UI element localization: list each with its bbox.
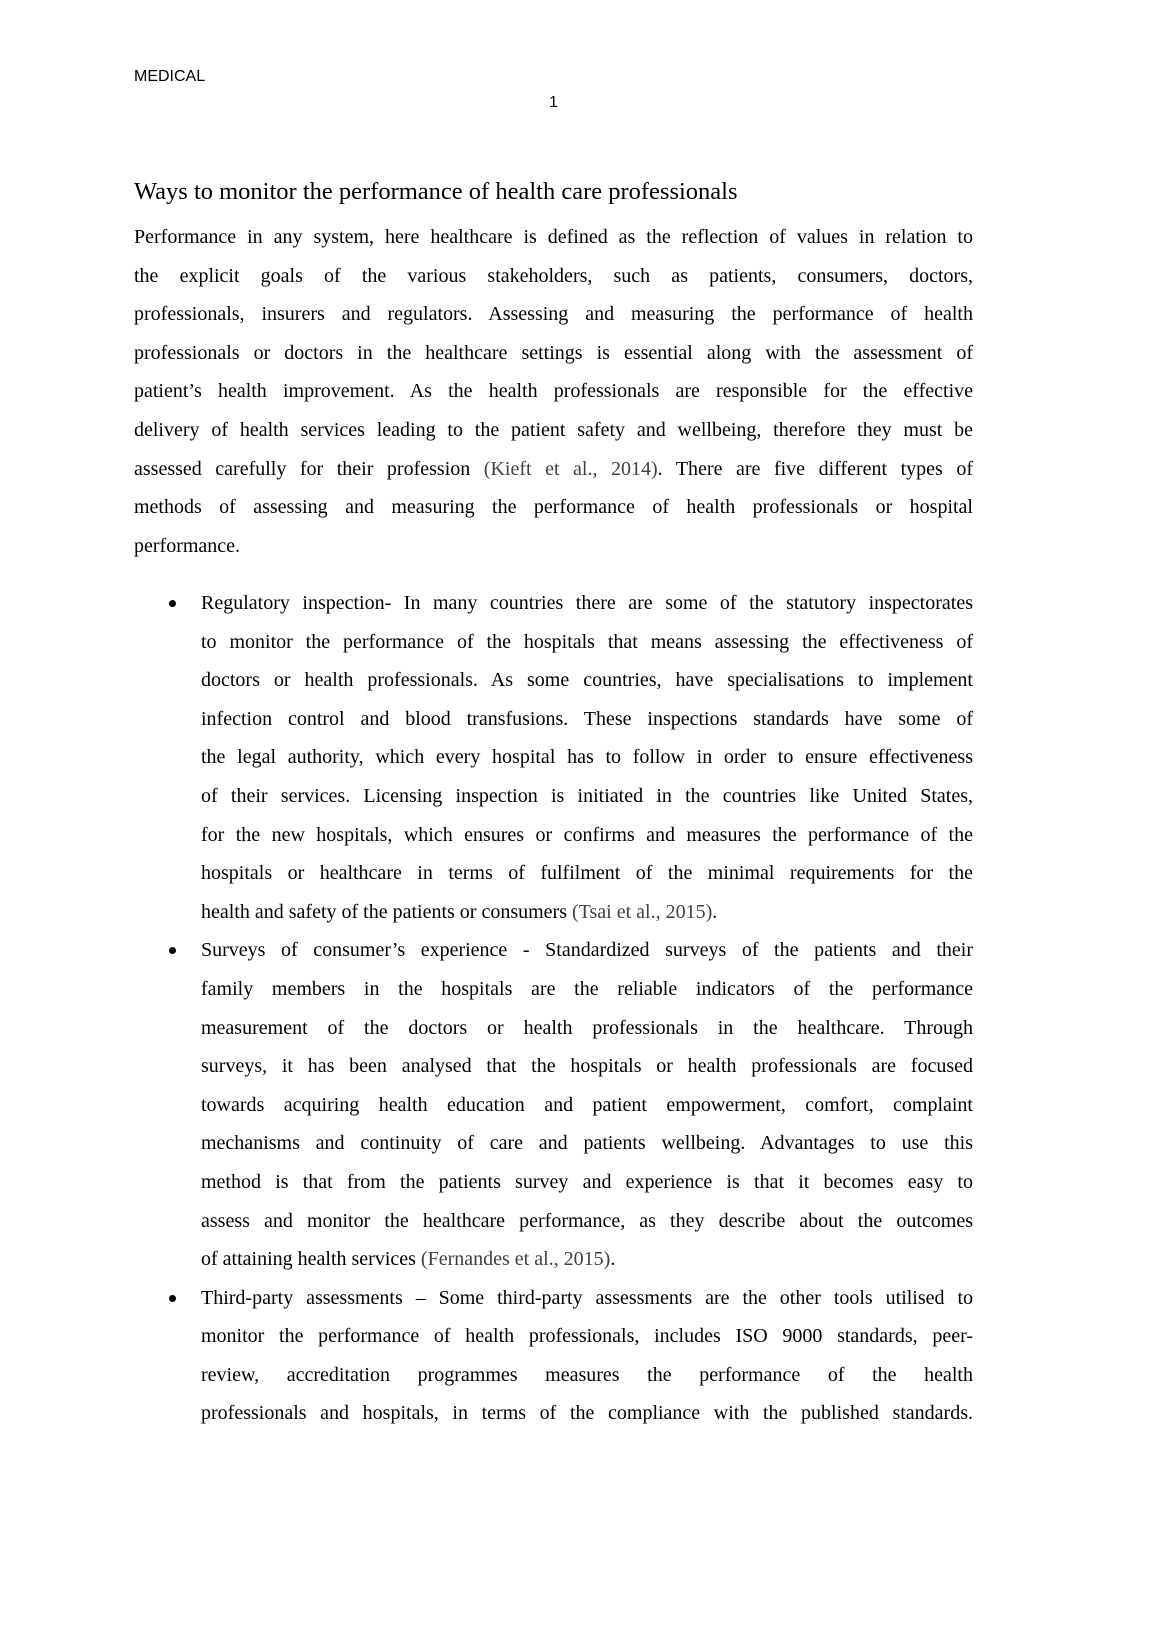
- section-heading: Ways to monitor the performance of health care professionals: [134, 178, 738, 205]
- text-line: professionals and hospitals, in terms of the compliance with the published standards.: [201, 1402, 973, 1425]
- citation: (Kieft et al., 2014): [483, 457, 658, 480]
- text-line: delivery of health services leading to the patient safety and wellbeing, therefore they must be: [134, 418, 973, 441]
- intro-paragraph: [134, 222, 973, 569]
- running-head: MEDICAL: [134, 68, 206, 85]
- text-line: assessed carefully for their profession (Kieft et al., 2014). There are five different types of: [134, 457, 974, 480]
- text-line: infection control and blood transfusions. These inspections standards have some of: [201, 707, 973, 730]
- text-line: family members in the hospitals are the reliable indicators of the performance: [201, 977, 973, 1000]
- text-line: the legal authority, which every hospital has to follow in order to ensure effectiveness: [201, 746, 973, 769]
- text-line: of attaining health services (Fernandes et al., 2015).: [201, 1248, 616, 1271]
- text-line: professionals, insurers and regulators. Assessing and measuring the performance of health: [134, 303, 973, 326]
- text-line: surveys, it has been analysed that the hospitals or health professionals are focused: [201, 1055, 973, 1078]
- text-line: mechanisms and continuity of care and patients wellbeing. Advantages to use this: [201, 1132, 973, 1155]
- text-line: towards acquiring health education and patient empowerment, comfort, complaint: [201, 1093, 973, 1116]
- citation: (Fernandes et al., 2015): [420, 1248, 611, 1271]
- text-line: Performance in any system, here healthcare is defined as the reflection of values in relation to: [134, 226, 973, 248]
- text-line: Third-party assessments – Some third-party assessments are the other tools utilised to: [201, 1286, 973, 1309]
- text-line: of their services. Licensing inspection is initiated in the countries like United States,: [201, 784, 973, 807]
- text-line: professionals or doctors in the healthcare settings is essential along with the assessment of: [134, 341, 973, 364]
- text-line: Surveys of consumer’s experience - Standardized surveys of the patients and their: [201, 939, 973, 962]
- bullet-item: [134, 935, 973, 1282]
- text-line: the explicit goals of the various stakeholders, such as patients, consumers, doctors,: [134, 264, 973, 287]
- bullet-item: [134, 588, 973, 935]
- text-line: assess and monitor the healthcare performance, as they describe about the outcomes: [201, 1209, 973, 1232]
- citation: (Tsai et al., 2015): [572, 900, 713, 923]
- bullet-item: [134, 1283, 973, 1437]
- bullet-icon: [169, 600, 176, 607]
- bullet-list: [134, 588, 973, 1437]
- text-line: Regulatory inspection- In many countries there are some of the statutory inspectorates: [201, 592, 973, 614]
- text-line: methods of assessing and measuring the performance of health professionals or hospital: [134, 496, 973, 519]
- page-number: 1: [549, 94, 558, 111]
- text-line: hospitals or healthcare in terms of fulfilment of the minimal requirements for the: [201, 862, 973, 885]
- text-line: patient’s health improvement. As the health professionals are responsible for the effective: [134, 380, 973, 403]
- text-line: doctors or health professionals. As some countries, have specialisations to implement: [201, 669, 973, 692]
- text-line: review, accreditation programmes measures the performance of the health: [201, 1363, 973, 1386]
- text-line: measurement of the doctors or health professionals in the healthcare. Through: [201, 1016, 973, 1039]
- bullet-icon: [169, 1295, 176, 1302]
- text-line: performance.: [134, 534, 241, 557]
- text-line: method is that from the patients survey and experience is that it becomes easy to: [201, 1170, 973, 1193]
- text-line: monitor the performance of health professionals, includes ISO 9000 standards, peer-: [201, 1325, 973, 1348]
- text-line: for the new hospitals, which ensures or confirms and measures the performance of the: [201, 823, 973, 846]
- text-line: to monitor the performance of the hospitals that means assessing the effectiveness of: [201, 630, 973, 653]
- bullet-icon: [169, 947, 176, 954]
- text-line: health and safety of the patients or consumers (Tsai et al., 2015).: [201, 900, 718, 923]
